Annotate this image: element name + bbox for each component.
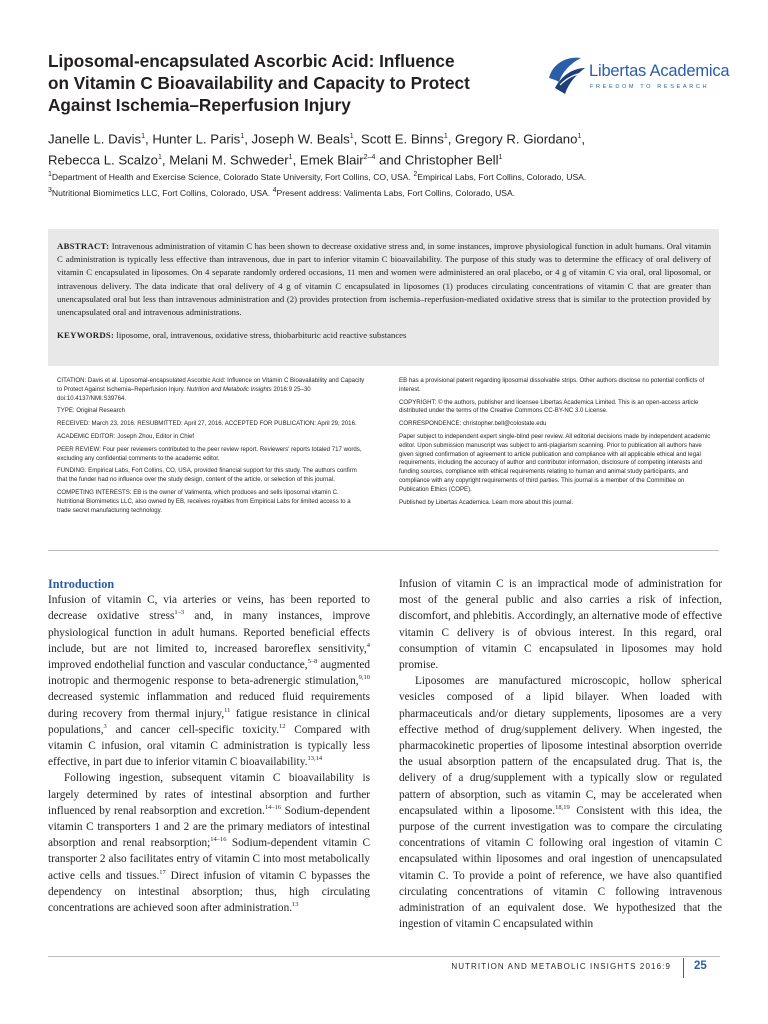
- body-text: improved endothelial function and vascular conductance,: [48, 659, 308, 672]
- correspondence-email-link[interactable]: christopher.bell@colostate.edu: [461, 420, 547, 428]
- body-column-left: [48, 576, 370, 916]
- received-label: RECEIVED:: [57, 420, 90, 428]
- footer-journal: NUTRITION AND METABOLIC INSIGHTS 2016:9: [451, 962, 671, 971]
- body-text: Infusion of vitamin C is an impractical mode of administration for most of the general public and also carries a risk of infection, discomfort, and phlebitis. Accordingly, an alternative mode of effective vitamin C delivery is of obvious interest. In this regard, oral consumption of vitamin C encapsulated in liposomes may hold promise.: [399, 578, 722, 672]
- copyright-label: COPYRIGHT:: [399, 398, 437, 406]
- author-line-1: [48, 127, 728, 148]
- affiliation-marker: 1: [48, 171, 52, 178]
- author-name: , Gregory R. Giordano: [447, 131, 578, 147]
- abstract-box: [48, 229, 719, 366]
- affiliation-marker: 1: [443, 133, 448, 140]
- footer-separator: [683, 958, 684, 978]
- body-text: augmented inotropic and thermogenic response to beta-adrenergic stimulation,: [48, 659, 370, 688]
- keywords-text: liposome, oral, intravenous, oxidative stress, thiobarbituric acid reactive substances: [114, 330, 407, 341]
- affiliation-text: Department of Health and Exercise Science, Colorado State University, Fort Collins, CO, USA.: [51, 171, 414, 182]
- citation-reference-link[interactable]: 4: [366, 642, 370, 650]
- citation-ref: 2016:9 25–30 doi:10.4137/NMI.S39764.: [57, 385, 311, 402]
- affiliation-marker: 1: [288, 154, 293, 162]
- published-by[interactable]: Published by Libertas Academica. Learn more about this journal.: [399, 498, 574, 506]
- copyright: [399, 399, 711, 417]
- body-text: Compared with vitamin C infusion, oral vitamin C administration is typically less effective, in part due to inferior vitamin C bioavailability.: [48, 723, 370, 769]
- dates: [57, 420, 365, 429]
- body-text: Consistent with this idea, the purpose of the current investigation was to compare the circulating concentrations of vitamin C following oral ingestion of vitamin C encapsulated within liposomes and oral ingestion of unencapsulated vitamin C. To provide a point of reference, we have also quantified circulating concentrations of vitamin C following intravenous administration of an equivalent dose. We hypothesized that the ingestion of vitamin C encapsulated within: [399, 804, 722, 931]
- article-title: [48, 50, 518, 116]
- affiliation-marker: 2: [413, 171, 418, 178]
- peer-review: [57, 446, 365, 464]
- competing-label: COMPETING INTERESTS:: [57, 488, 132, 496]
- peer-text: Four peer reviewers contributed to the peer review report. Reviewers' reports totaled 717 words, excluding any confidential comments to the academic editor.: [57, 445, 362, 462]
- review-statement: Paper subject to independent expert single-blind peer review. All editorial decisions made by independent academic editor. Upon submission manuscript was subject to anti-plagiarism scanning. Prior to publication all authors have given signed confirmation of agreement to article publication and compliance with all applicable ethical and legal requirements, including the accuracy of author and contributor information, disclosure of competing interests and funding sources, compliance with ethical requirements relating to human and animal study participants, and compliance with any copyright requirements of third parties. This journal is a member of the Committee on Publication Ethics (COPE).: [399, 432, 711, 493]
- citation-reference-link[interactable]: 13: [292, 901, 299, 909]
- affiliation-marker: 1: [577, 133, 582, 140]
- citation-reference-link[interactable]: 11: [224, 706, 231, 714]
- affiliation-marker: 1: [349, 133, 354, 140]
- author-name: Janelle L. Davis: [48, 131, 142, 147]
- affiliation-line-1: [48, 168, 728, 184]
- section-heading-introduction: Introduction: [48, 577, 115, 591]
- affiliation-marker: 4: [272, 186, 277, 194]
- keywords: [57, 330, 719, 340]
- funding-text: Empirical Labs, Fort Collins, CO, USA, provided financial support for this study. The authors confirm that the funder had no influence over the study design, content of the article, or selection of this journal.: [57, 467, 357, 484]
- libertas-leaf-icon: [547, 52, 587, 96]
- body-column-right: [399, 576, 722, 932]
- citation-text: Davis et al. Liposomal-encapsulated Ascorbic Acid: Influence on Vitamin C Bioavailability and Capacity to Protect Against Ischemia–Reperfusion Injury.: [57, 377, 365, 393]
- affiliation-marker: 1: [498, 154, 503, 162]
- affiliation-marker: 2–4: [363, 154, 376, 162]
- editor-label: ACADEMIC EDITOR:: [57, 432, 116, 440]
- author-name: Rebecca L. Scalzo: [48, 152, 158, 168]
- body-text: Infusion of vitamin C, via arteries or veins, has been reported to decrease oxidative stress: [48, 594, 370, 623]
- citation-reference-link[interactable]: 17: [159, 868, 166, 876]
- type-label: TYPE:: [57, 407, 75, 415]
- paragraph: [48, 770, 370, 916]
- body-text: decreased systemic inflammation and reduced fluid requirements during recovery from thermal injury,: [48, 691, 370, 720]
- academic-editor: [57, 433, 365, 442]
- correspondence-label: CORRESPONDENCE:: [399, 420, 462, 428]
- author-list: [48, 127, 728, 170]
- citation-reference-link[interactable]: 14–16: [210, 836, 227, 844]
- editor-text: Joseph Zhou, Editor in Chief: [115, 432, 195, 440]
- title-line-3: Against Ischemia–Reperfusion Injury: [48, 95, 351, 115]
- resubmitted-text: April 27, 2016.: [182, 420, 225, 428]
- citation-journal: Nutrition and Metabolic Insights: [186, 385, 272, 393]
- author-name: and Christopher Bell: [375, 152, 499, 168]
- page-number: 25: [694, 960, 707, 972]
- keywords-label: KEYWORDS:: [57, 330, 115, 341]
- logo-tagline: FREEDOM TO RESEARCH: [590, 84, 710, 90]
- funding: [57, 467, 365, 485]
- body-text: Following ingestion, subsequent vitamin C bioavailability is largely determined by rates of intestinal absorption and further influenced by renal reabsorption and excretion.: [48, 772, 370, 817]
- body-text: Liposomes are manufactured microscopic, hollow spherical vesicles composed of a lipid bilayer. When loaded with pharmaceuticals and/or dietary supplements, liposomes are a very effective method of drug/supplement delivery. When ingested, the pharmacokinetic properties of liposome intestinal absorption override the usual absorption pattern of the encapsulated drug. That is, the delivery of a drug/supplement with a typically slow or regulated pattern of absorption, such as vitamin C, may be accelerated when encapsulated within a liposome.: [399, 675, 722, 817]
- divider: [48, 550, 719, 551]
- author-line-2: [48, 148, 728, 169]
- citation-reference-link[interactable]: 5–8: [307, 658, 318, 666]
- peer-label: PEER REVIEW:: [57, 445, 101, 453]
- author-name: , Joseph W. Beals: [244, 131, 350, 147]
- body-text: and, in many instances, improve physiological function in adult humans. Reported beneficial effects include, but are not limited to, increased baroreflex sensitivity,: [48, 610, 370, 655]
- competing-text: EB is the owner of Valimenta, which produces and sells liposomal vitamin C. Nutritional Biomimetics LLC, also owned by EB, receives royalties from Empirical Labs for limited access to a trade secret manufacturing technology.: [57, 488, 351, 514]
- abstract: [57, 240, 711, 319]
- affiliation-text: Empirical Labs, Fort Collins, Colorado, USA.: [417, 171, 587, 182]
- footer-divider: [48, 956, 720, 957]
- correspondence: [399, 420, 711, 429]
- citation-reference-link[interactable]: 12: [279, 723, 286, 731]
- affiliation-marker: 1: [240, 133, 245, 140]
- body-text: fatigue resistance in clinical populations,: [48, 707, 370, 736]
- citation-reference-link[interactable]: 13,14: [307, 755, 323, 763]
- citation-label: CITATION:: [57, 377, 87, 384]
- affiliation-line-2: [48, 184, 728, 200]
- patent-disclosure: EB has a provisional patent regarding liposomal dissolvable strips. Other authors disclose no potential conflicts of interest.: [399, 377, 705, 393]
- author-name: , Scott E. Binns: [353, 131, 444, 147]
- body-text: Direct infusion of vitamin C bypasses the dependency on intestinal absorption; thus, high circulating concentrations are achieved soon after administration.: [48, 869, 370, 915]
- type-text: Original Research: [74, 407, 126, 415]
- citation-reference-link[interactable]: 18,19: [555, 804, 570, 812]
- citation-reference-link[interactable]: 1–3: [174, 609, 185, 617]
- publisher-logo[interactable]: [547, 52, 730, 96]
- competing-interests: [57, 489, 365, 515]
- citation-reference-link[interactable]: 9,10: [358, 674, 370, 682]
- citation-reference-link[interactable]: 14–16: [264, 804, 282, 812]
- article-type: [57, 407, 365, 416]
- article-metadata-left: [57, 377, 365, 519]
- logo-name: Libertas Academica: [589, 62, 730, 80]
- received-text: March 23, 2016.: [89, 420, 138, 428]
- body-text: Sodium-dependent vitamin C transporters 1 and 2 are the primary mediators of intestinal absorption and renal reabsorption;: [48, 804, 370, 850]
- copyright-text: © the authors, publisher and licensee Libertas Academica Limited. This is an open-access article distributed under the terms of the Creative Commons CC-BY-NC 3.0 License.: [399, 398, 699, 415]
- accepted-label: ACCEPTED FOR PUBLICATION:: [224, 420, 316, 428]
- citation: [57, 377, 365, 403]
- resubmitted-label: RESUBMITTED:: [137, 420, 183, 428]
- funding-label: FUNDING:: [57, 467, 87, 475]
- title-line-1: Liposomal-encapsulated Ascorbic Acid: Influence: [48, 51, 455, 71]
- accepted-text: April 29, 2016.: [316, 420, 357, 428]
- affiliation-marker: 3: [48, 186, 52, 194]
- body-text: and cancer cell-specific toxicity.: [106, 723, 280, 736]
- affiliation-marker: 1: [157, 154, 162, 162]
- citation-reference-link[interactable]: 3: [103, 723, 107, 731]
- author-name: ,: [581, 131, 586, 147]
- paragraph: [48, 592, 370, 770]
- title-line-2: on Vitamin C Bioavailability and Capacity to Protect: [48, 73, 470, 93]
- affiliation-marker: 1: [141, 133, 145, 140]
- body-text: Sodium-dependent vitamin C transporter 2 also facilitates entry of vitamin C into most metabolically active cells and tissues.: [48, 837, 370, 882]
- author-name: , Emek Blair: [292, 152, 364, 168]
- abstract-text: Intravenous administration of vitamin C has been shown to decrease oxidative stress and, in some instances, improve physiological function in adult humans. Oral vitamin C administration is typically less effective than intravenous, due in part to inferior vitamin C bioavailability. The purpose of this study was to determine the efficacy of oral delivery of vitamin C encapsulated in liposomes. On 4 separate randomly ordered occasions, 11 men and women were administered an oral placebo, or 4 g of vitamin C via oral, oral liposomal, or intravenous delivery. The data indicate that oral delivery of 4 g of vitamin C encapsulated in liposomes (1) produces circulating concentrations of vitamin C that are greater than unencapsulated oral but less than intravenous administration and (2) provides protection from ischemia–reperfusion-mediated oxidative stress that is similar to the protection provided by unencapsulated oral and intravenous administrations.: [57, 241, 711, 318]
- affiliation-text: Present address: Valimenta Labs, Fort Collins, Colorado, USA.: [276, 187, 516, 198]
- abstract-label: ABSTRACT:: [57, 241, 110, 251]
- author-name: , Hunter L. Paris: [145, 131, 241, 147]
- paragraph: [399, 576, 722, 673]
- affiliations: [48, 168, 728, 200]
- author-name: , Melani M. Schweder: [161, 152, 289, 168]
- affiliation-text: Nutritional Biomimetics LLC, Fort Collins, Colorado, USA.: [51, 187, 273, 198]
- article-metadata-right: [399, 377, 711, 511]
- paragraph: [399, 673, 722, 932]
